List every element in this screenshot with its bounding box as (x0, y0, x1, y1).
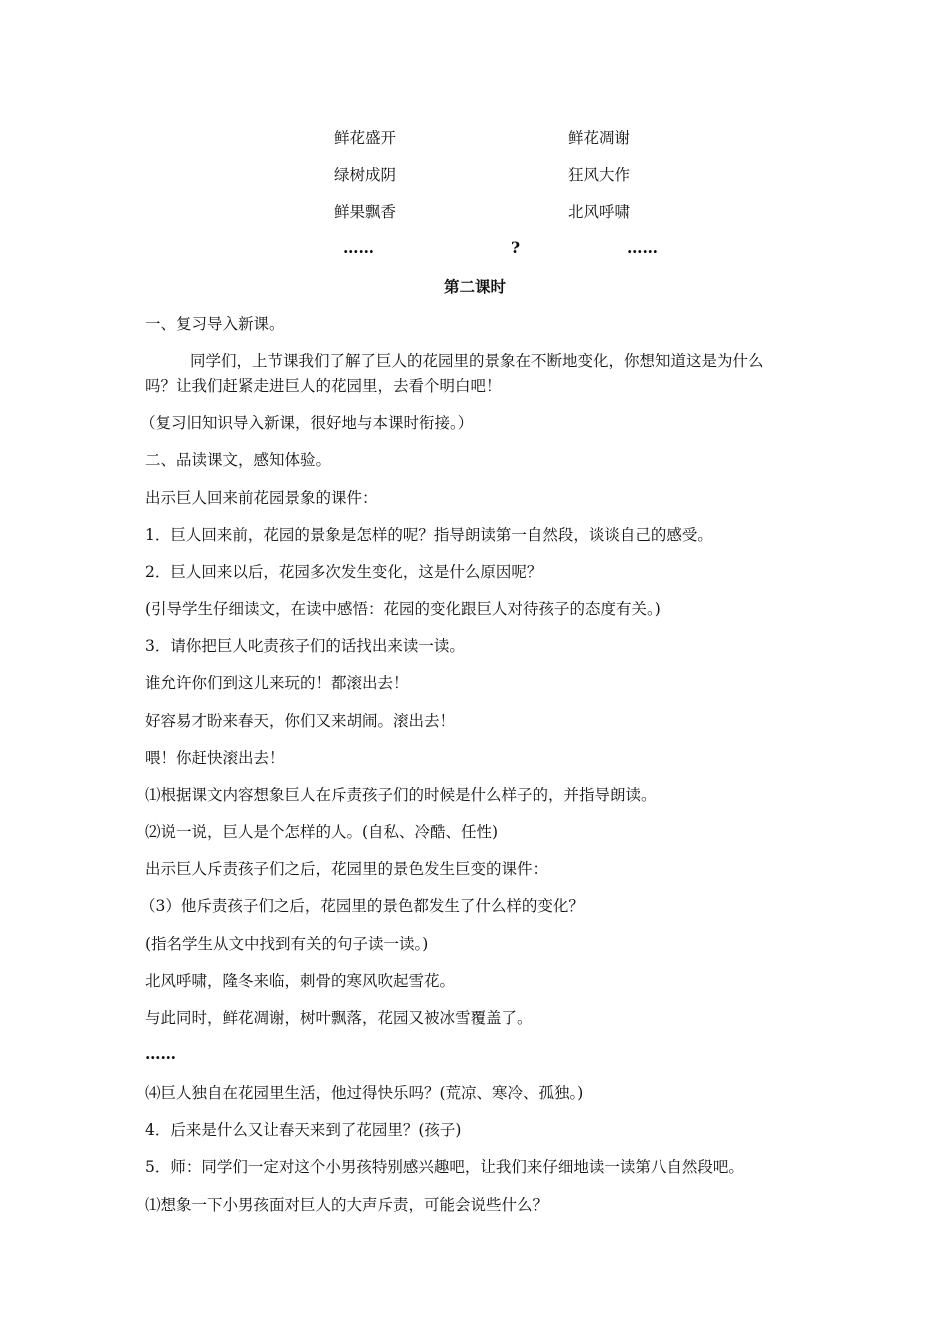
text-excerpt-2: 与此同时，鲜花凋谢，树叶飘落，花园又被冰雪覆盖了。 (145, 1009, 533, 1027)
table-cell-left-1: 鲜花盛开 (334, 129, 397, 147)
text-excerpt-1: 北风呼啸，隆冬来临，刺骨的寒风吹起雪花。 (145, 972, 456, 990)
sub-question-4: ⑷巨人独自在花园里生活，他过得快乐吗？(荒凉、寒冷、孤独。) (145, 1084, 584, 1102)
ellipsis-line: …… (145, 1044, 176, 1063)
table-cell-left-2: 绿树成阴 (334, 166, 397, 184)
table-cell-right-1: 鲜花凋谢 (568, 129, 631, 147)
table-cell-right-3: 北风呼啸 (568, 203, 631, 221)
quote-3: 喂！你赶快滚出去！ (145, 749, 285, 767)
sub-question-5: ⑴想象一下小男孩面对巨人的大声斥责，可能会说些什么？ (145, 1196, 549, 1214)
quote-1: 谁允许你们到这儿来玩的！都滚出去！ (145, 674, 409, 692)
note-3: (指名学生从文中找到有关的句子读一读。) (145, 935, 429, 953)
intro-paragraph-line-2: 吗？让我们赶紧走进巨人的花园里，去看个明白吧！ (145, 377, 502, 395)
question-2: 2．巨人回来以后，花园多次发生变化，这是什么原因呢？ (145, 563, 543, 581)
courseware-line-1: 出示巨人回来前花园景象的课件： (145, 489, 378, 507)
question-4: 4．后来是什么又让春天来到了花园里？(孩子) (145, 1121, 462, 1139)
sub-question-2: ⑵说一说，巨人是个怎样的人。(自私、冷酷、任性) (145, 823, 499, 841)
section-heading-1: 一、复习导入新课。 (145, 315, 285, 333)
quote-2: 好容易才盼来春天，你们又来胡闹。滚出去！ (145, 712, 456, 730)
note-2: (引导学生仔细读文，在读中感悟：花园的变化跟巨人对待孩子的态度有关。) (145, 600, 661, 618)
table-ellipsis-right: …… (627, 238, 658, 257)
note-1: （复习旧知识导入新课，很好地与本课时衔接。） (140, 414, 474, 432)
table-cell-left-3: 鲜果飘香 (334, 203, 397, 221)
question-1: 1．巨人回来前，花园的景象是怎样的呢？指导朗读第一自然段，谈谈自己的感受。 (145, 526, 713, 544)
table-question-mark: ? (511, 238, 521, 257)
sub-question-1: ⑴根据课文内容想象巨人在斥责孩子们的时候是什么样子的，并指导朗读。 (145, 786, 657, 804)
table-ellipsis-left: …… (343, 238, 374, 257)
courseware-line-2: 出示巨人斥责孩子们之后，花园里的景色发生巨变的课件： (145, 860, 549, 878)
question-5: 5．师：同学们一定对这个小男孩特别感兴趣吧，让我们来仔细地读一读第八自然段吧。 (145, 1158, 744, 1176)
section-heading-2: 二、品读课文，感知体验。 (145, 451, 332, 469)
sub-question-3: （3）他斥责孩子们之后，花园里的景色都发生了什么样的变化？ (140, 897, 584, 915)
question-3: 3．请你把巨人叱责孩子们的话找出来读一读。 (145, 637, 465, 655)
intro-paragraph-line-1: 同学们，上节课我们了解了巨人的花园里的景象在不断地变化，你想知道这是为什么 (190, 352, 764, 370)
table-cell-right-2: 狂风大作 (568, 166, 631, 184)
section-title: 第二课时 (443, 277, 506, 296)
